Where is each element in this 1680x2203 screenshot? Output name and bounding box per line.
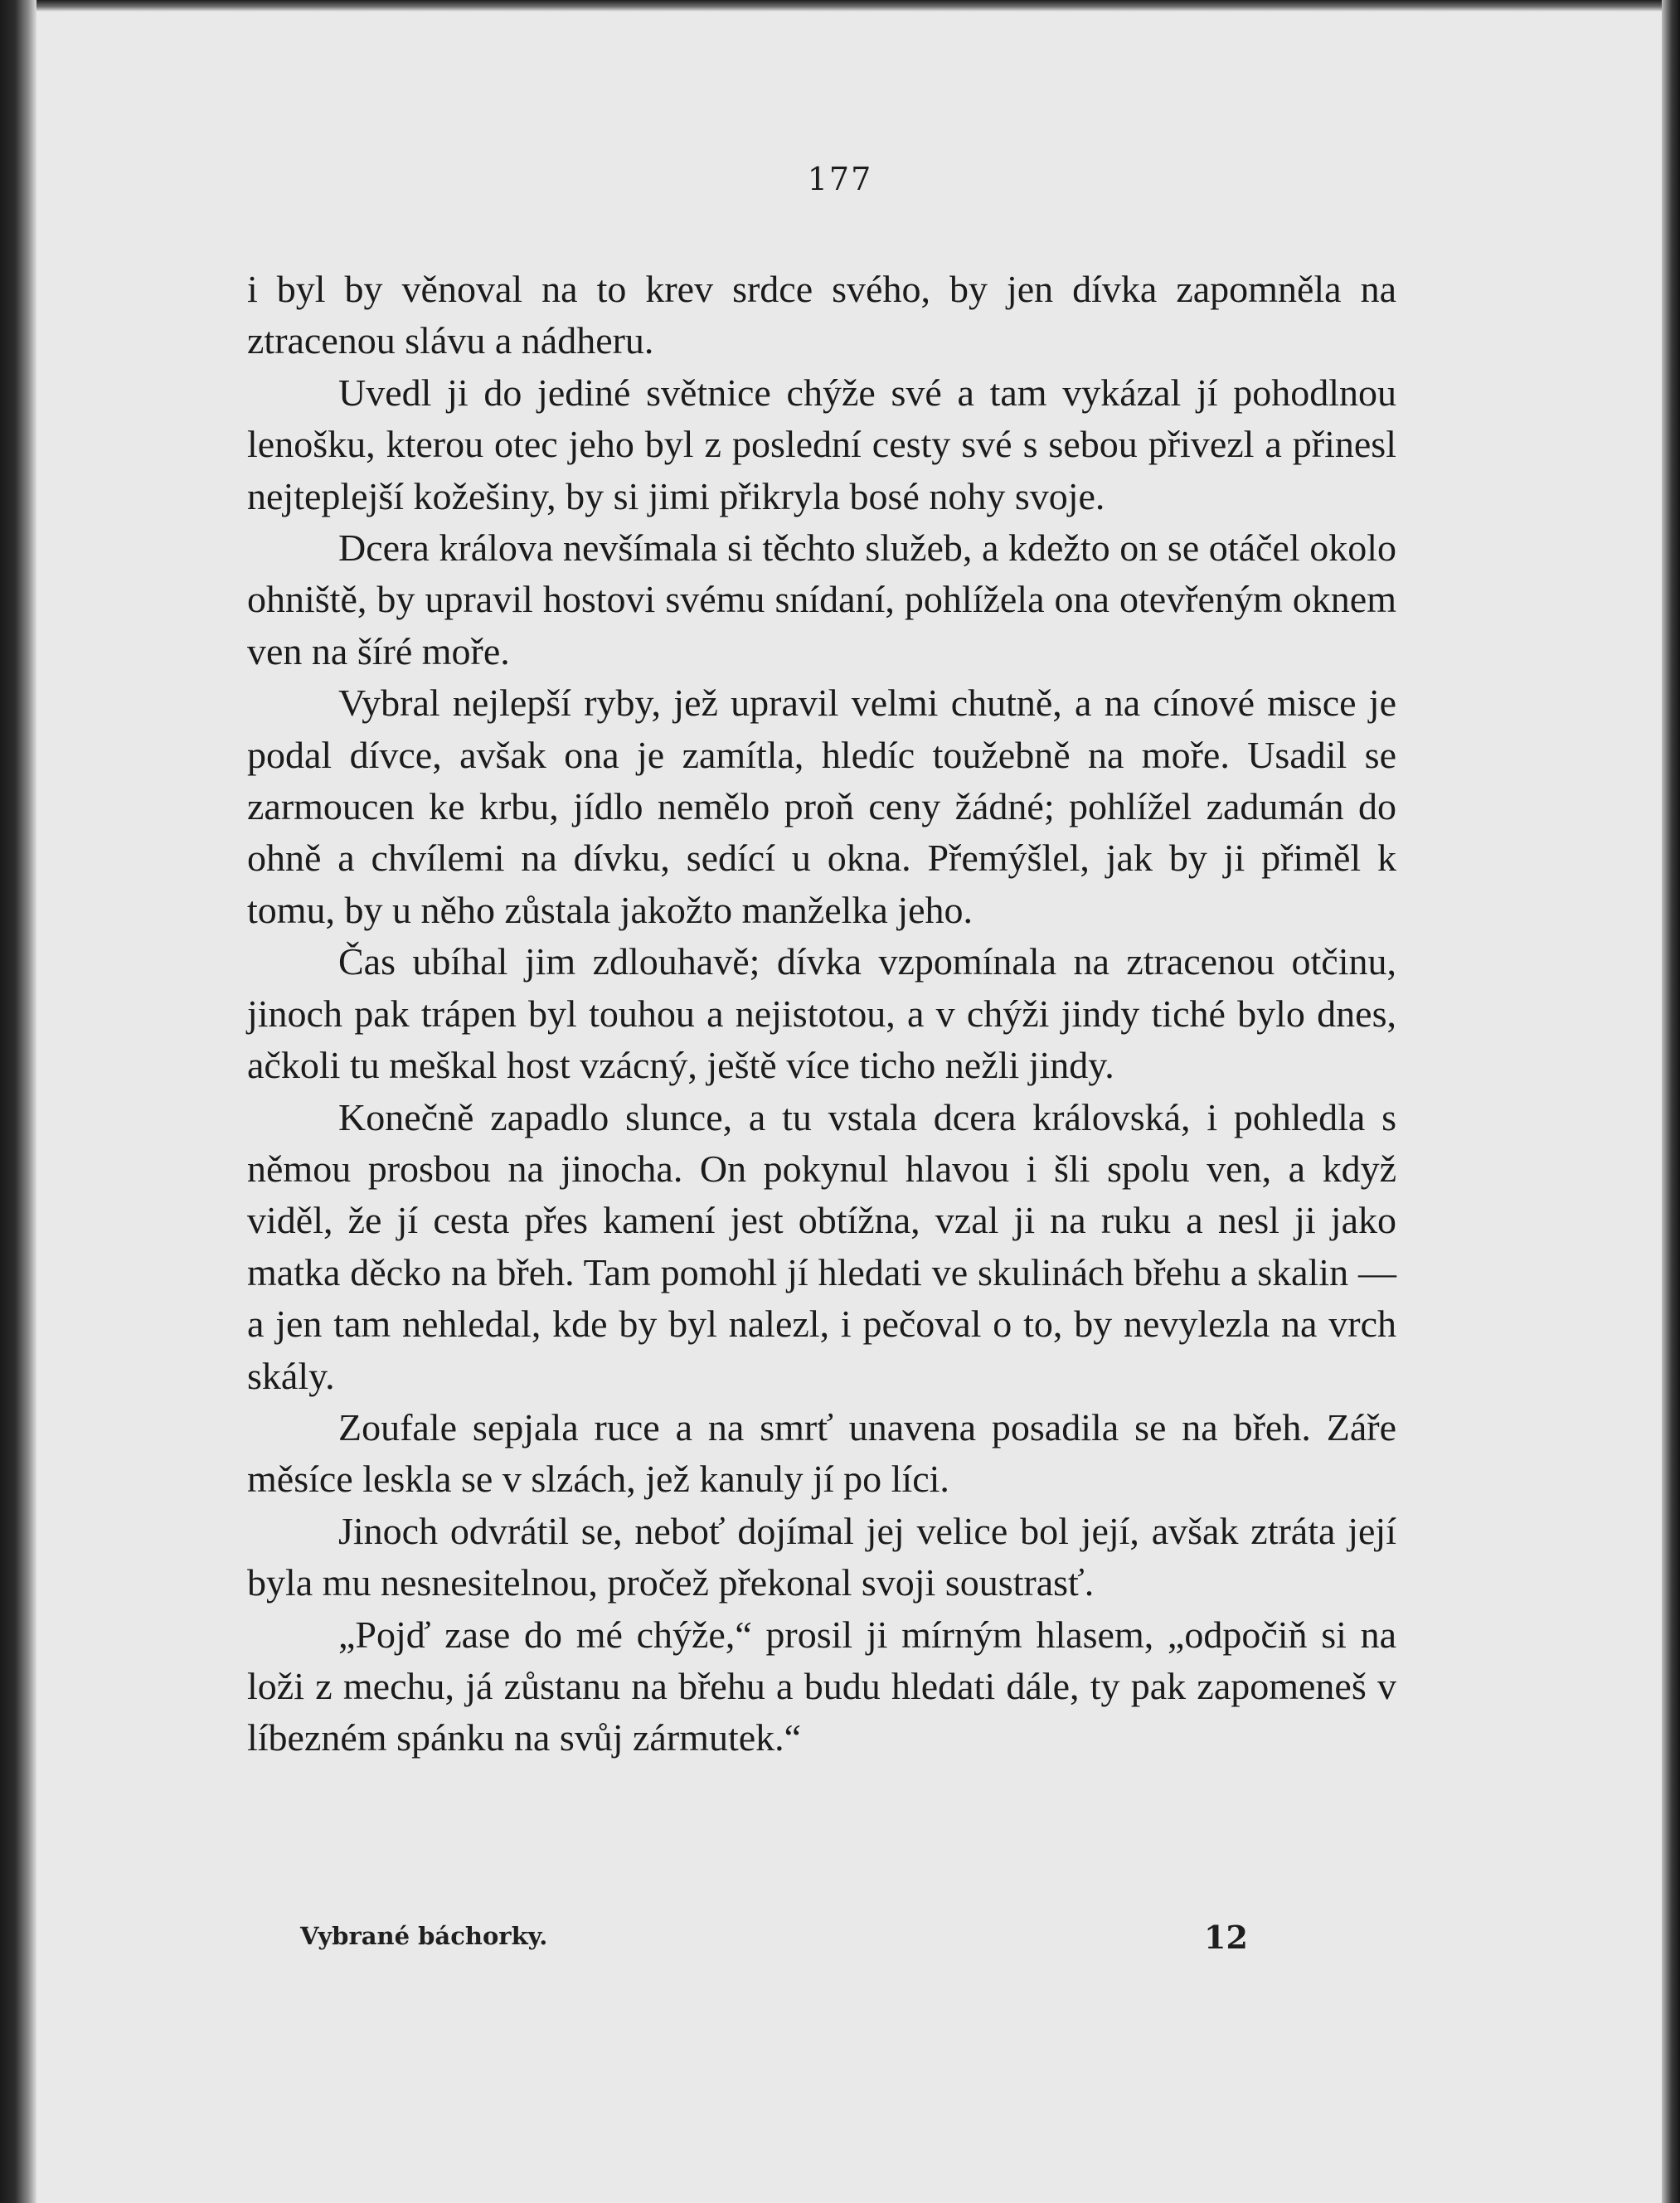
signature-mark: Vybrané báchorky. xyxy=(300,1922,548,1950)
page-number: 177 xyxy=(807,161,873,197)
scan-border-right xyxy=(1662,0,1680,2203)
paragraph-8: Jinoch odvrátil se, neboť dojímal jej velice bol její, avšak ztráta její byla mu nesnesitelnou, pročež překonal svoji soustrasť. xyxy=(247,1509,1396,1604)
paragraph-4: Vybral nejlepší ryby, jež upravil velmi chutně, a na cínové misce je podal dívce, avšak ona je zamítla, hledíc toužebně na moře. Usadil se zarmoucen ke krbu, jídlo nemělo proň ceny žádné; pohlížel zadumán do ohně a chvílemi na dívku, sedící u okna. Přemýšlel, jak by ji přiměl k tomu, by u něho zůstala jakožto manželka jeho. xyxy=(247,682,1396,931)
paragraph-2: Uvedl ji do jediné světnice chýže své a tam vykázal jí pohodlnou lenošku, kterou otec jeho byl z poslední cesty své s sebou přivezl a přinesl nejteplejší kožešiny, by si jimi přikryla bosé nohy svoje. xyxy=(247,371,1396,517)
paragraph-7: Zoufale sepjala ruce a na smrť unavena posadila se na břeh. Záře měsíce leskla se v slzách, jež kanuly jí po líci. xyxy=(247,1405,1396,1501)
paragraph-6: Konečně zapadlo slunce, a tu vstala dcera královská, i pohledla s němou prosbou na jinocha. On pokynul hlavou i šli spolu ven, a když viděl, že jí cesta přes kamení jest obtížna, vzal ji na ruku a nesl ji jako matka děcko na břeh. Tam pomohl jí hledati ve skulinách břehu a skalin — a jen tam nehledal, kde by byl nalezl, i pečoval o to, by nevylezla na vrch skály. xyxy=(247,1095,1396,1397)
signature-number: 12 xyxy=(1204,1919,1248,1956)
paragraph-9: „Pojď zase do mé chýže,“ prosil ji mírným hlasem, „odpočiň si na loži z mechu, já zůstanu na břehu a budu hledati dále, ty pak zapomeneš v líbezném spánku na svůj zármutek.“ xyxy=(247,1613,1396,1759)
scan-border-top xyxy=(0,0,1680,12)
paragraph-1: i byl by věnoval na to krev srdce svého, by jen dívka zapomněla na ztracenou slávu a nádheru. xyxy=(247,268,1396,362)
paragraph-3: Dcera králova nevšímala si těchto služeb, a kdežto on se otáčel okolo ohniště, by upravil hostovi svému snídaní, pohlížela ona otevřeným oknem ven na šíré moře. xyxy=(247,526,1396,672)
paragraph-5: Čas ubíhal jim zdlouhavě; dívka vzpomínala na ztracenou otčinu, jinoch pak trápen byl touhou a nejistotou, a v chýži jindy tiché bylo dnes, ačkoli tu meškal host vzácný, ještě více ticho nežli jindy. xyxy=(247,940,1396,1087)
body-text xyxy=(247,264,1396,1764)
scan-border-left xyxy=(0,0,36,2203)
